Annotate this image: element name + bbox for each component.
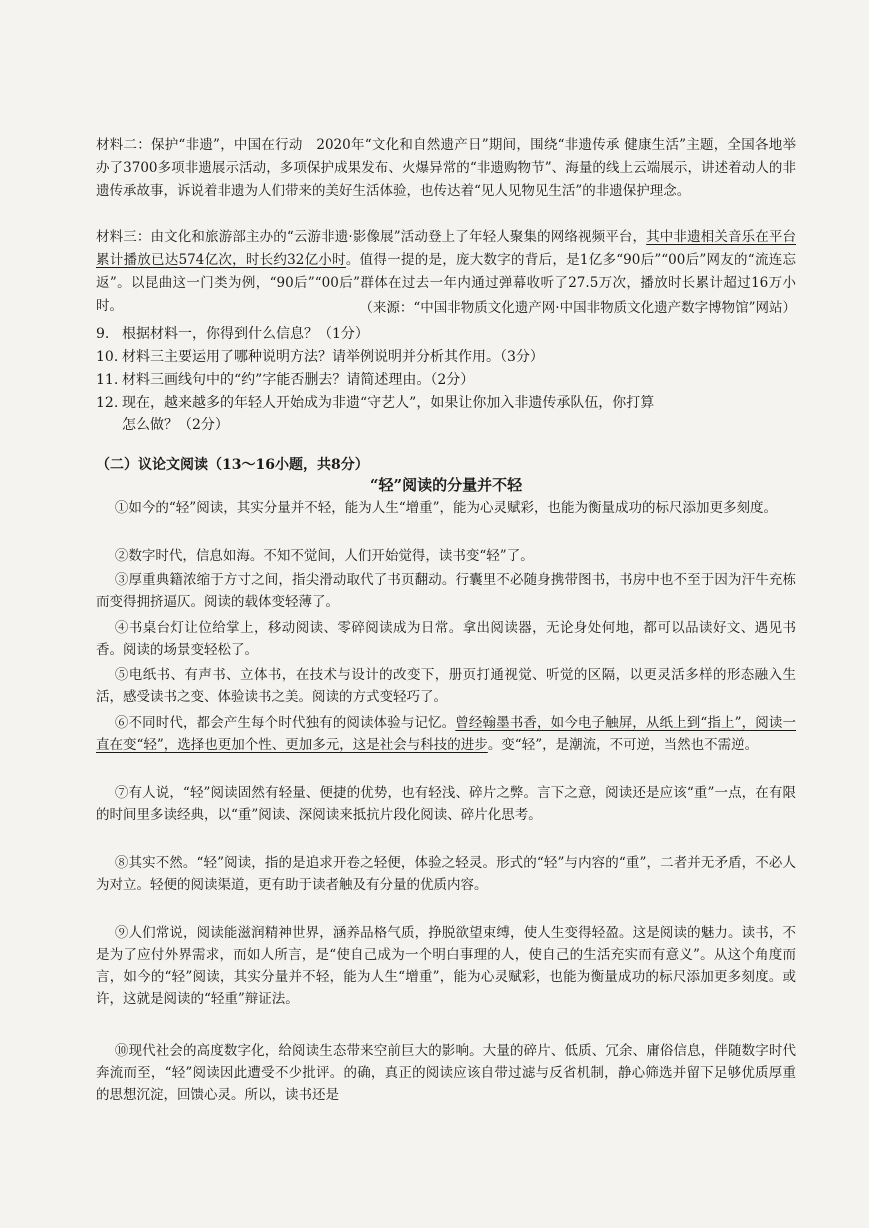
paragraph-2: ②数字时代，信息如海。不知不觉间，人们开始觉得，读书变“轻”了。: [114, 548, 534, 564]
question-number: 9.: [96, 326, 110, 342]
question-text: 根据材料一，你得到什么信息？（1分）: [122, 326, 369, 342]
question-9: [96, 323, 796, 345]
question-11: [96, 369, 796, 391]
paragraph-10: ⑩现代社会的高度数字化，给阅读生态带来空前巨大的影响。大量的碎片、低质、冗余、庸俗信息，伴随数字时代奔流而至，“轻”阅读因此遭受不少批评。的确，真正的阅读应该自带过滤与反省机制，静心筛选并留下足够优质厚重的思想沉淀，回馈心灵。所以，读书还是: [96, 1043, 796, 1103]
material-two-text: 材料二：保护“非遗”，中国在行动 2020年“文化和自然遗产日”期间，围绕“非遗传承 健康生活”主题，全国各地举办了3700多项非遗展示活动，多项保护成果发布、火爆异常的“非遗购物节”、海量的线上云端展示，讲述着动人的非遗传承故事，诉说着非遗为人们带来的美好生活体验，也传达着“见人见物见生活”的非遗保护理念。: [96, 137, 796, 199]
question-number: 11.: [96, 372, 119, 388]
paragraph-3: ③厚重典籍浓缩于方寸之间，指尖滑动取代了书页翻动。行囊里不必随身携带图书，书房中也不至于因为汗牛充栋而变得拥挤逼仄。阅读的载体变轻薄了。: [96, 572, 796, 610]
question-text: 现在，越来越多的年轻人开始成为非遗“守艺人”，如果让你加入非遗传承队伍，你打算: [122, 395, 655, 411]
paragraph-4: ④书桌台灯让位给掌上，移动阅读、零碎阅读成为日常。拿出阅读器，无论身处何地，都可以品读好文、遇见书香。阅读的场景变轻松了。: [96, 620, 796, 658]
question-number: 10.: [96, 349, 119, 365]
paragraph-8: ⑧其实不然。“轻”阅读，指的是追求开卷之轻便，体验之轻灵。形式的“轻”与内容的“重”，二者并无矛盾，不必人为对立。轻便的阅读渠道，更有助于读者触及有分量的优质内容。: [96, 855, 796, 893]
material-three-rest: 。值得一提的是，庞大数字的背后，是1亿多“90后”“00后”网友的“流连忘返”。以昆曲这一门类为例，“90后”“00后”群体在过去一年内通过弹幕收听了27.5万次，播放时长累计超过16万小时。: [96, 252, 796, 314]
paragraph-9: ⑨人们常说，阅读能滋润精神世界，涵养品格气质，挣脱欲望束缚，使人生变得轻盈。这是阅读的魅力。读书，不是为了应付外界需求，而如人所言，是“使自己成为一个明白事理的人，使自己的生活充实而有意义”。从这个角度而言，如今的“轻”阅读，其实分量并不轻，能为人生“增重”，能为心灵赋彩，也能为衡量成功的标尺添加更多刻度。或许，这就是阅读的“轻重”辩证法。: [96, 925, 796, 1007]
section-heading: （二）议论文阅读（13～16小题，共8分）: [96, 457, 369, 473]
question-12: [96, 392, 796, 436]
paragraph-7: ⑦有人说，“轻”阅读固然有轻量、便捷的优势，也有轻浅、碎片之弊。言下之意，阅读还是应该“重”一点，在有限的时间里多读经典，以“重”阅读、深阅读来抵抗片段化阅读、碎片化思考。: [96, 785, 796, 823]
underlined-sentence: 曾经翰墨书香，如今电子触屏，从纸上到“指上”，阅读一直在变“轻”，选择也更加个性、更加多元，这是社会与科技的进步: [96, 715, 796, 753]
question-text: 材料三画线句中的“约”字能否删去？请简述理由。（2分）: [122, 372, 475, 388]
paragraph-5: ⑤电纸书、有声书、立体书，在技术与设计的改变下，册页打通视觉、听觉的区隔，以更灵活多样的形态融入生活，感受读书之变、体验读书之美。阅读的方式变轻巧了。: [96, 667, 796, 705]
source-line: [96, 297, 796, 319]
question-number: 12.: [96, 395, 119, 411]
question-text-continued: 怎么做？（2分）: [122, 417, 229, 433]
essay-title: “轻”阅读的分量并不轻: [369, 476, 523, 494]
paragraph-6: [96, 712, 796, 756]
paragraph-1: ①如今的“轻”阅读，其实分量并不轻，能为人生“增重”，能为心灵赋彩，也能为衡量成功的标尺添加更多刻度。: [114, 500, 777, 516]
paragraph-6-intro: ⑥不同时代，都会产生每个时代独有的阅读体验与记忆。: [114, 715, 456, 731]
source-text: （来源：“中国非物质文化遗产网·中国非物质文化遗产数字博物馆”网站）: [359, 300, 796, 316]
material-two: [96, 134, 796, 203]
material-three-intro: 材料三：由文化和旅游部主办的“云游非遗·影像展”活动登上了年轻人聚集的网络视频平台，: [96, 229, 647, 245]
question-10: [96, 346, 796, 368]
paragraph-6-rest: 。变“轻”，是潮流，不可逆，当然也不需逆。: [487, 737, 759, 753]
question-text: 材料三主要运用了哪种说明方法？请举例说明并分析其作用。（3分）: [122, 349, 544, 365]
underlined-sentence: 其中非遗相关音乐在平台累计播放已达574亿次，时长约32亿小时: [96, 229, 796, 268]
